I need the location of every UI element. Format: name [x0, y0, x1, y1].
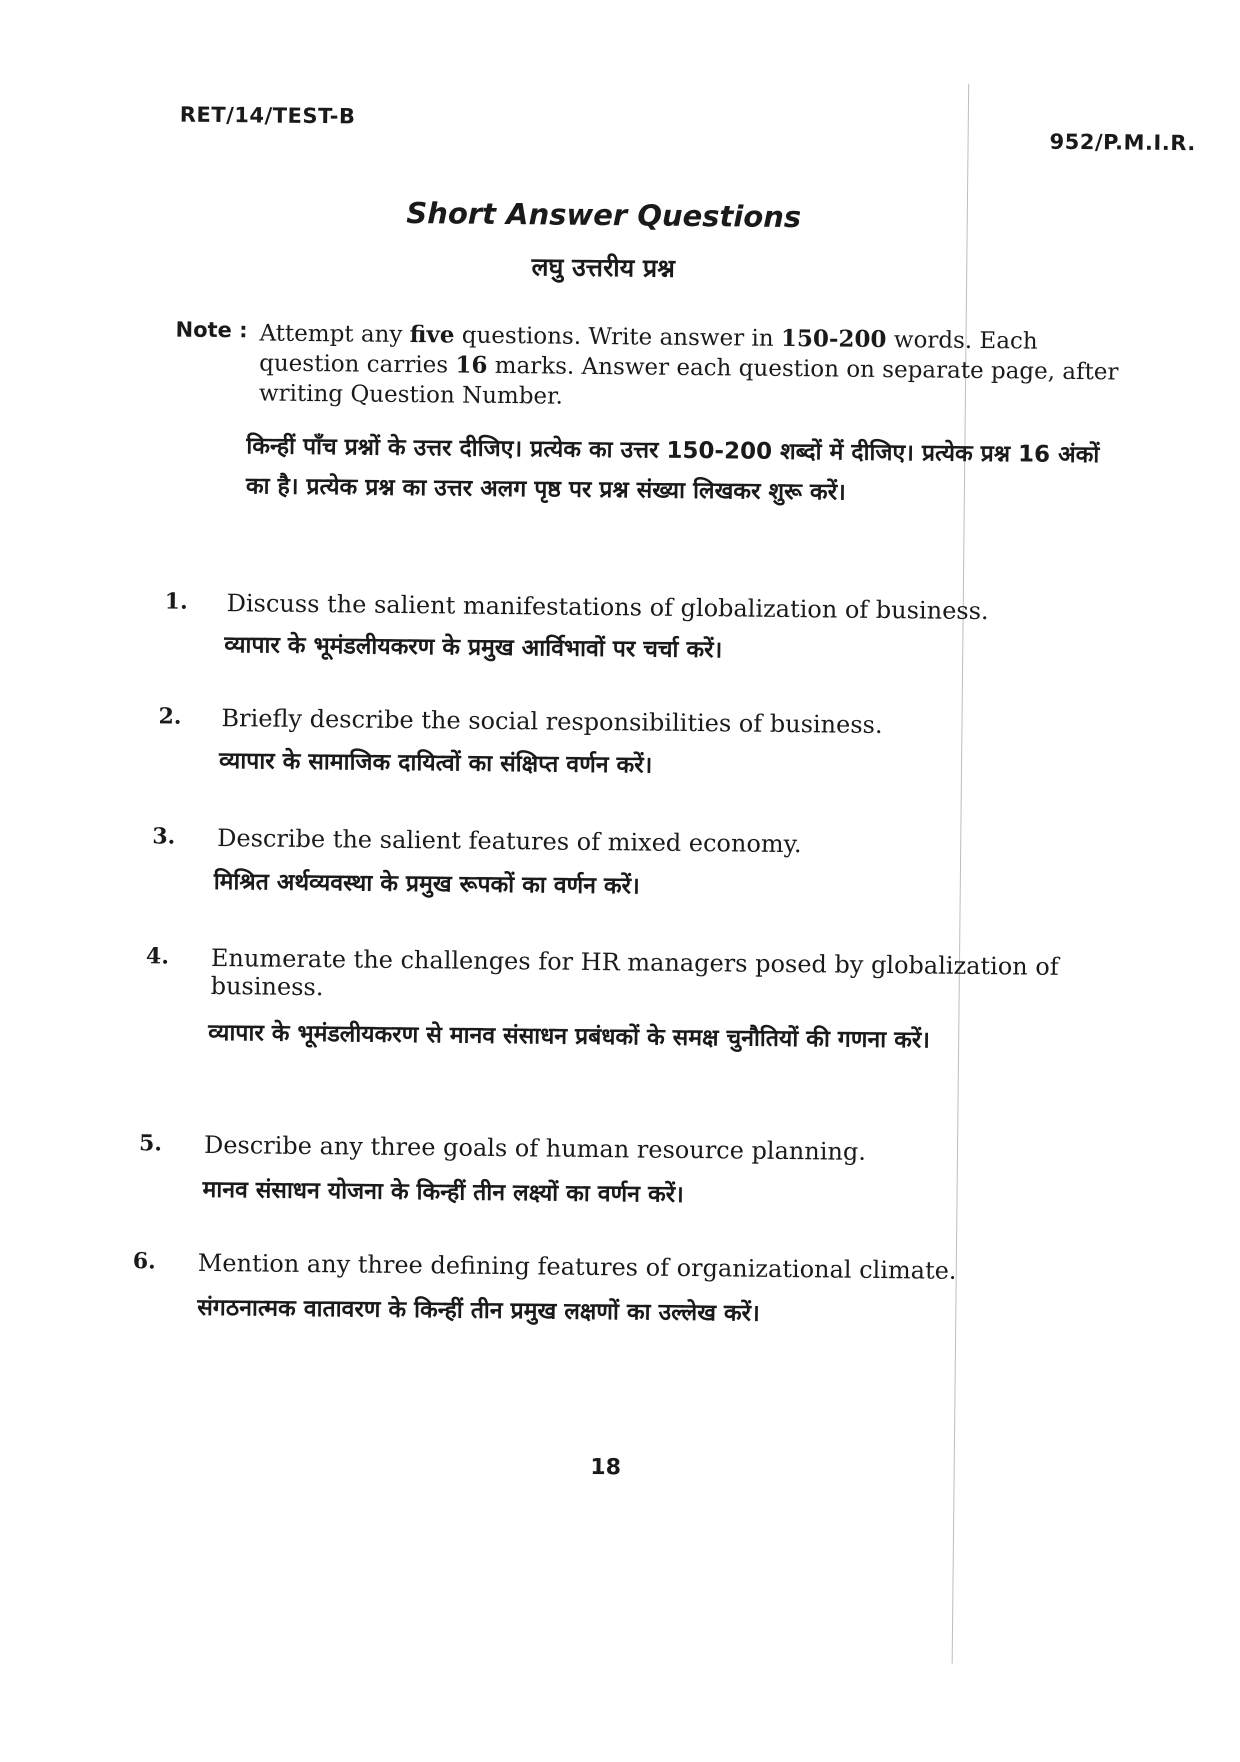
question-english: Briefly describe the social responsibilities of business.: [221, 704, 883, 739]
question-english: Describe any three goals of human resource planning.: [203, 1130, 867, 1166]
exam-code-left: RET/14/TEST-B: [179, 102, 356, 129]
question-number: 3.: [152, 823, 176, 850]
question-english: Enumerate the challenges for HR managers posed by globalization of business.: [210, 943, 1059, 1002]
question-number: 2.: [158, 703, 182, 730]
question-english: Discuss the salient manifestations of globalization of business.: [226, 589, 989, 626]
question-number: 5.: [138, 1130, 163, 1157]
question-number: 1.: [164, 588, 188, 615]
note-english: Attempt any five questions. Write answer in 150-200 words. Each question carries 16 marks. Answer each question on separate page, after writing Question Number.: [258, 320, 1119, 410]
question-english: Describe the salient features of mixed economy.: [217, 824, 802, 859]
question-hindi: संगठनात्मक वातावरण के किन्हीं तीन प्रमुख लक्षणों का उल्लेख करें।: [197, 1294, 760, 1327]
question-hindi: व्यापार के सामाजिक दायित्वों का संक्षिप्त वर्णन करें।: [218, 748, 653, 779]
question-number: 6.: [132, 1248, 156, 1275]
question-hindi: मिश्रित अर्थव्यवस्था के प्रमुख रूपकों का वर्णन करें।: [213, 868, 640, 900]
question-english: Mention any three defining features of organizational climate.: [197, 1248, 957, 1285]
exam-code-right: 952/P.M.I.R.: [1049, 129, 1196, 156]
question-hindi: मानव संसाधन योजना के किन्हीं तीन लक्ष्यों का वर्णन करें।: [202, 1176, 684, 1208]
note-bold-words: 150-200: [780, 324, 887, 354]
section-title-hindi: लघु उत्तरीय प्रश्न: [531, 252, 676, 283]
question-hindi: व्यापार के भूमंडलीयकरण से मानव संसाधन प्रबंधकों के समक्ष चुनौतियों की गणना करें।: [208, 1019, 931, 1054]
note-hindi-marks: 16: [1017, 441, 1051, 468]
note-hindi-words: 150-200: [666, 437, 773, 465]
question-hindi: व्यापार के भूमंडलीयकरण के प्रमुख आर्विभावों पर चर्चा करें।: [224, 632, 723, 664]
note-bold-count: five: [409, 321, 455, 349]
page-number: 18: [590, 1454, 622, 1481]
section-title-english: Short Answer Questions: [406, 195, 802, 235]
question-number: 4.: [145, 943, 170, 970]
note-bold-marks: 16: [455, 351, 488, 379]
note-hindi: किन्हीं पाँच प्रश्नों के उत्तर दीजिए। प्रत्येक का उत्तर 150-200 शब्दों में दीजिए। प्रत्येक प्रश्न 16 अंकों का है। प्रत्येक प्रश्न का उत्तर अलग पृष्ठ पर प्रश्न संख्या लिखकर शुरू करें।: [245, 433, 1100, 506]
note-label: Note :: [175, 317, 248, 343]
